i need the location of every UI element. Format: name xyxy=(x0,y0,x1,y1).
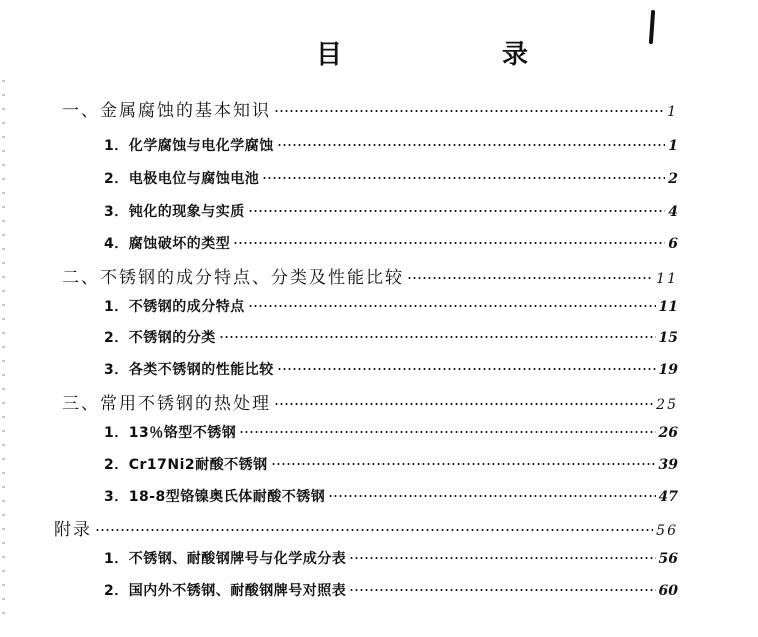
toc-entry-chapter[interactable] xyxy=(62,263,678,288)
dot-leader xyxy=(277,367,656,371)
toc-entry-label: 3．钝化的现象与实质 xyxy=(104,204,245,220)
page-title: 目 录 xyxy=(316,40,565,70)
toc-entry-section[interactable] xyxy=(104,135,678,155)
toc-entry-section[interactable] xyxy=(104,548,678,568)
toc-entry-chapter[interactable] xyxy=(62,389,678,414)
toc-entry-label: 附录 xyxy=(54,520,92,540)
toc-entry-page: 47 xyxy=(658,489,678,505)
toc-entry-page: 60 xyxy=(658,583,678,599)
toc-entry-page: 1 xyxy=(667,104,678,120)
toc-entry-label: 二、不锈钢的成分特点、分类及性能比较 xyxy=(62,268,404,288)
toc-entry-label: 3．各类不锈钢的性能比较 xyxy=(104,362,274,378)
toc-entry-page: 4 xyxy=(668,204,678,220)
toc-entry-page: 25 xyxy=(656,397,678,413)
dot-leader xyxy=(328,494,655,498)
toc-entry-label: 1．13％铬型不锈钢 xyxy=(104,425,237,441)
toc-entry-page: 19 xyxy=(658,362,678,378)
toc-entry-section[interactable] xyxy=(104,327,678,347)
toc-entry-label: 1．不锈钢、耐酸钢牌号与化学成分表 xyxy=(104,551,347,567)
toc-entry-label: 一、金属腐蚀的基本知识 xyxy=(62,101,271,121)
toc-entry-section[interactable] xyxy=(104,422,678,442)
dot-leader xyxy=(349,556,655,560)
toc-entry-page: 11 xyxy=(656,271,678,287)
dot-leader xyxy=(407,276,653,280)
toc-entry-page: 1 xyxy=(668,138,678,154)
toc-entry-page: 26 xyxy=(658,425,678,441)
toc-entry-chapter[interactable] xyxy=(62,96,678,121)
dot-leader xyxy=(219,335,656,339)
toc-entry-section[interactable] xyxy=(104,296,678,316)
dot-leader xyxy=(248,209,666,213)
dot-leader xyxy=(349,588,655,592)
toc-entry-page: 2 xyxy=(668,171,678,187)
toc-entry-section[interactable] xyxy=(104,201,678,221)
dot-leader xyxy=(271,462,656,466)
dot-leader xyxy=(239,430,655,434)
dot-leader xyxy=(248,304,656,308)
toc-entry-label: 4．腐蚀破坏的类型 xyxy=(104,236,231,252)
toc-entry-label: 2．Cr17Ni2耐酸不锈钢 xyxy=(104,457,268,473)
toc-entry-section[interactable] xyxy=(104,486,678,506)
handwritten-mark xyxy=(649,10,655,44)
toc-entry-page: 39 xyxy=(658,457,678,473)
scan-edge-artifact xyxy=(2,80,5,620)
toc-entry-section[interactable] xyxy=(104,454,678,474)
toc-entry-section[interactable] xyxy=(104,168,678,188)
toc-entry-page: 11 xyxy=(658,299,678,315)
toc-entry-label: 2．国内外不锈钢、耐酸钢牌号对照表 xyxy=(104,583,347,599)
dot-leader xyxy=(274,109,664,113)
dot-leader xyxy=(95,528,653,532)
toc-entry-page: 15 xyxy=(658,330,678,346)
toc-entry-appendix[interactable] xyxy=(54,515,678,540)
toc-entry-label: 1．不锈钢的成分特点 xyxy=(104,299,245,315)
dot-leader xyxy=(277,143,666,147)
toc-entry-page: 6 xyxy=(668,236,678,252)
toc-entry-page: 56 xyxy=(656,523,678,539)
dot-leader xyxy=(262,176,665,180)
toc-entry-label: 2．不锈钢的分类 xyxy=(104,330,216,346)
dot-leader xyxy=(233,241,665,245)
toc-entry-section[interactable] xyxy=(104,359,678,379)
toc-entry-label: 1．化学腐蚀与电化学腐蚀 xyxy=(104,138,274,154)
toc-entry-label: 2．电极电位与腐蚀电池 xyxy=(104,171,260,187)
dot-leader xyxy=(274,402,653,406)
toc-entry-section[interactable] xyxy=(104,233,678,253)
toc-entry-label: 3．18-8型铬镍奥氏体耐酸不锈钢 xyxy=(104,489,326,505)
toc-entry-page: 56 xyxy=(658,551,678,567)
toc-entry-section[interactable] xyxy=(104,580,678,600)
toc-entry-label: 三、常用不锈钢的热处理 xyxy=(62,394,271,414)
